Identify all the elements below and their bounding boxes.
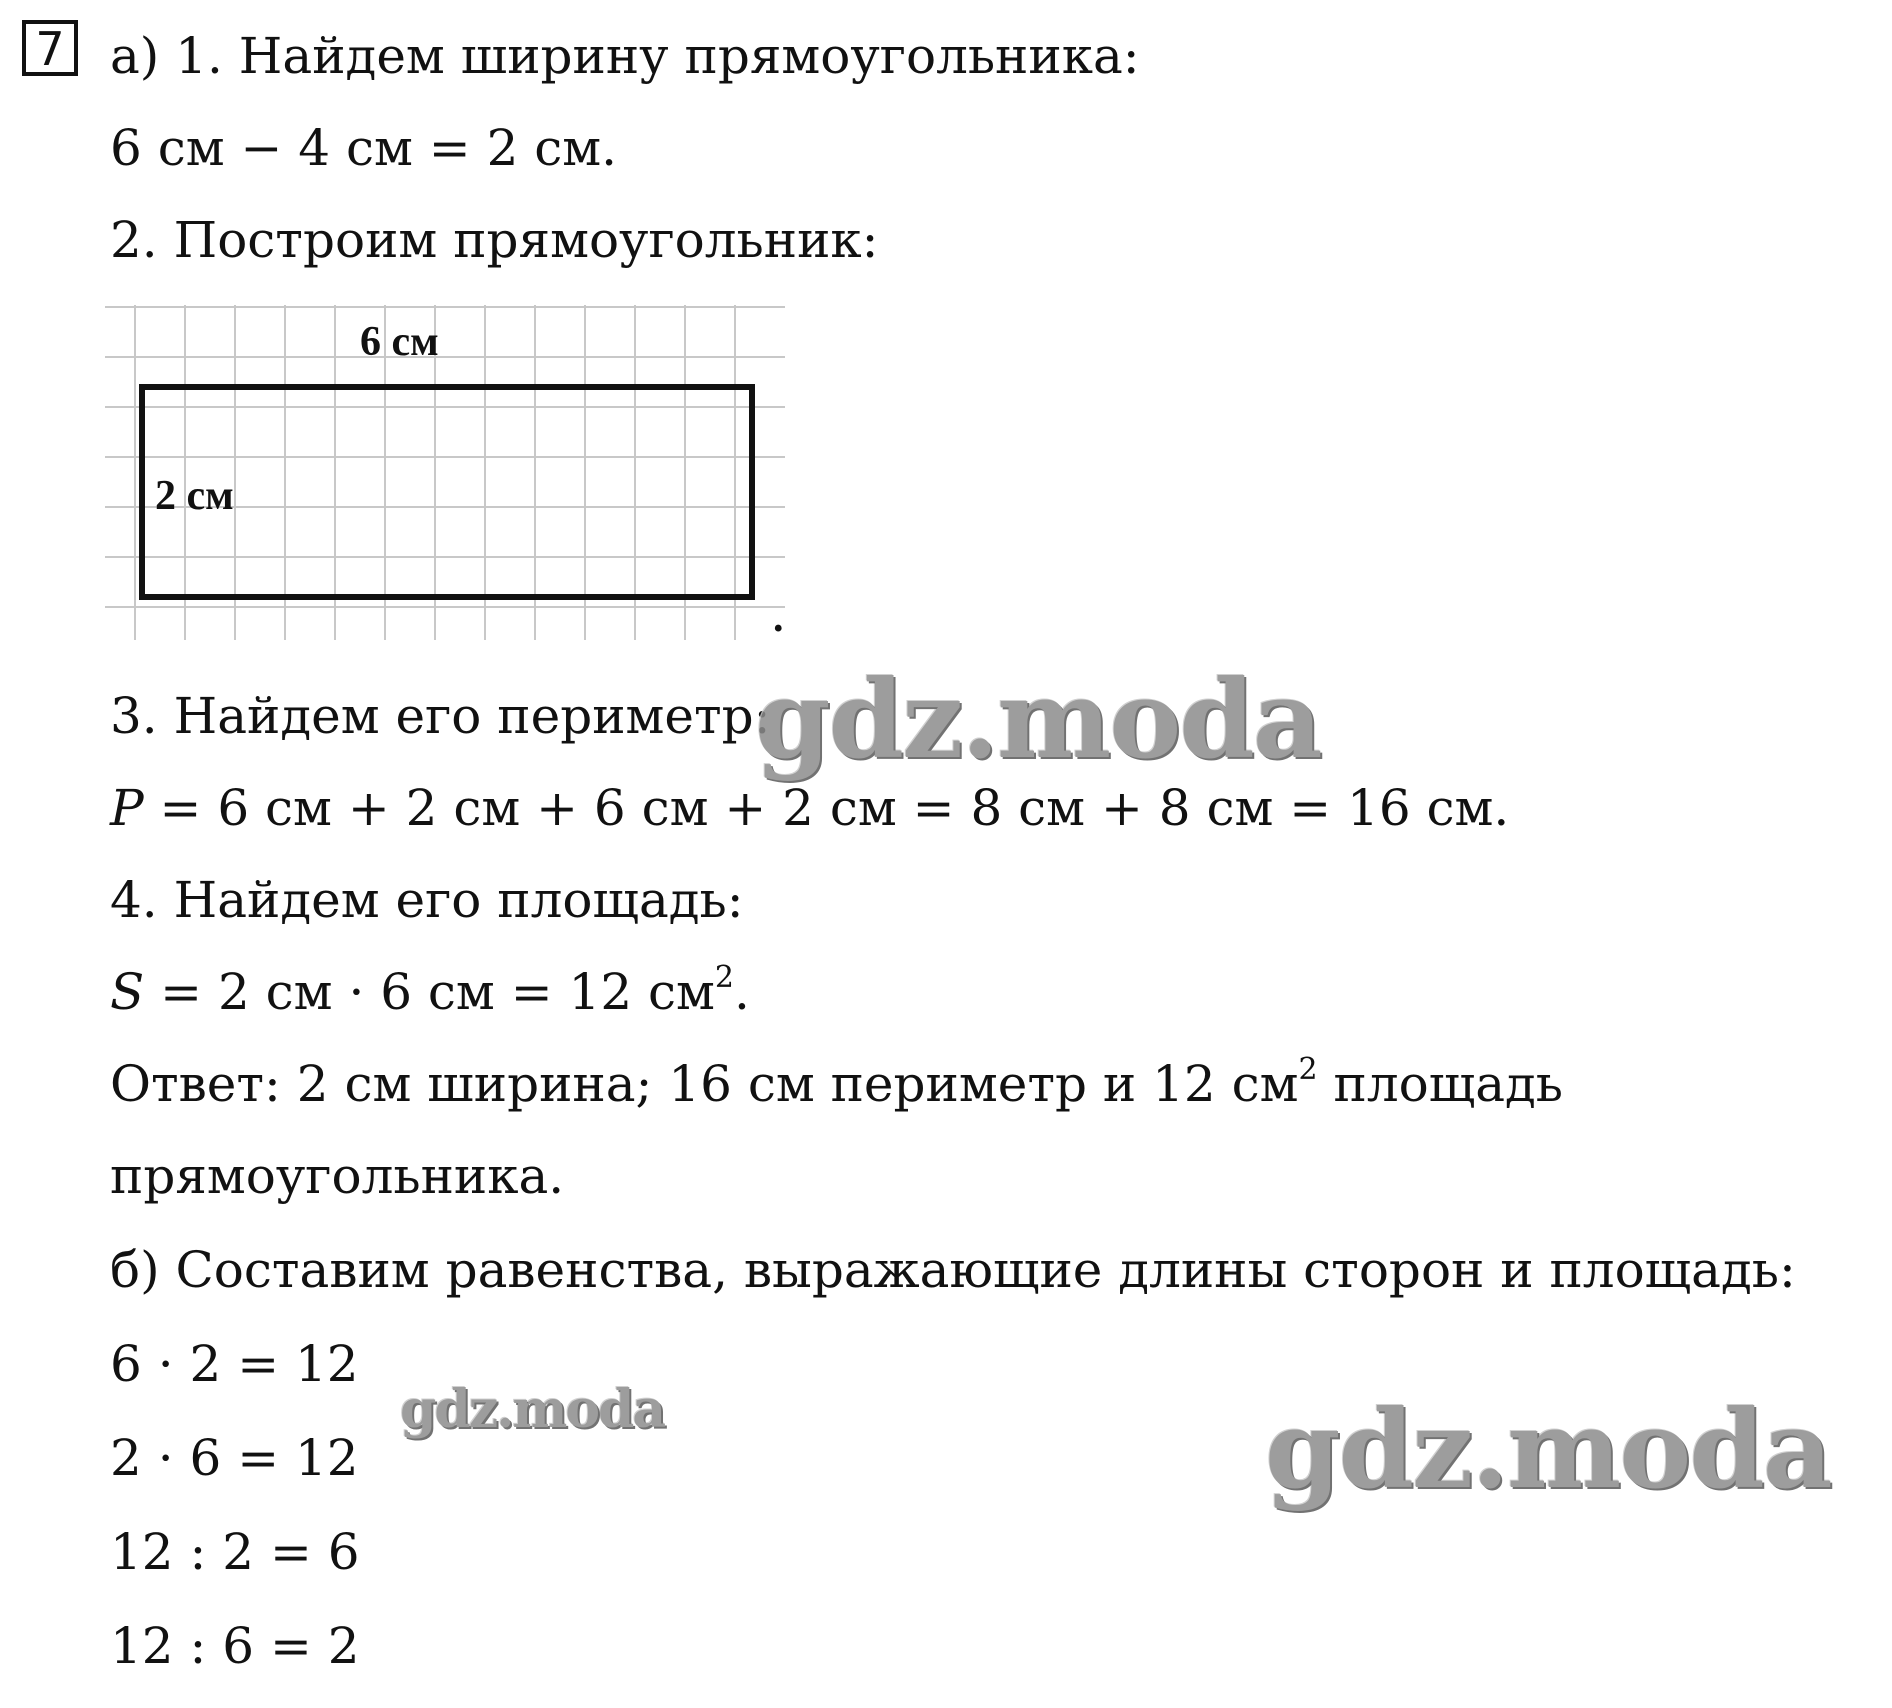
- answer-line: [110, 1054, 1563, 1114]
- answer-line-continued: прямоугольника.: [110, 1147, 565, 1205]
- area-expression: = 2 см · 6 см = 12 см: [144, 963, 715, 1021]
- perimeter-expression: = 6 см + 2 см + 6 см + 2 см = 8 см + 8 см = 16 см.: [143, 779, 1510, 837]
- equation-row: 6 · 2 = 12: [110, 1335, 359, 1393]
- area-exponent: 2: [714, 960, 735, 995]
- watermark-large: gdz.moda: [755, 657, 1321, 783]
- drawing-period: .: [773, 595, 784, 641]
- answer-exponent: 2: [1298, 1052, 1318, 1087]
- rectangle-grid-drawing: [105, 305, 785, 640]
- task-number-box: 7: [22, 20, 78, 76]
- rectangle-width-label: 2 см: [155, 473, 234, 519]
- answer-text-start: Ответ: 2 см ширина; 16 см периметр и 12 см: [110, 1055, 1299, 1113]
- watermark-large-bottom: gdz.moda: [1265, 1387, 1831, 1513]
- step4-heading: 4. Найдем его площадь:: [110, 871, 744, 929]
- step2-heading: 2. Построим прямоугольник:: [110, 211, 879, 269]
- equation-row: 12 : 2 = 6: [110, 1523, 360, 1581]
- step1-calculation: 6 см − 4 см = 2 см.: [110, 119, 618, 177]
- perimeter-variable: P: [110, 779, 144, 837]
- area-variable: S: [110, 963, 145, 1021]
- answer-text-end: площадь: [1317, 1055, 1564, 1113]
- equation-row: 12 : 6 = 2: [110, 1617, 360, 1675]
- rectangle-length-label: 6 см: [360, 319, 439, 365]
- step3-heading: 3. Найдем его периметр:: [110, 687, 771, 745]
- perimeter-calculation: [110, 778, 1509, 838]
- area-calculation: [110, 962, 750, 1022]
- equation-row: 2 · 6 = 12: [110, 1429, 359, 1487]
- area-period: .: [734, 963, 750, 1021]
- watermark-small: gdz.moda: [400, 1379, 665, 1440]
- step1-heading: а) 1. Найдем ширину прямоугольника:: [110, 27, 1140, 85]
- part-b-heading: б) Составим равенства, выражающие длины сторон и площадь:: [110, 1241, 1796, 1299]
